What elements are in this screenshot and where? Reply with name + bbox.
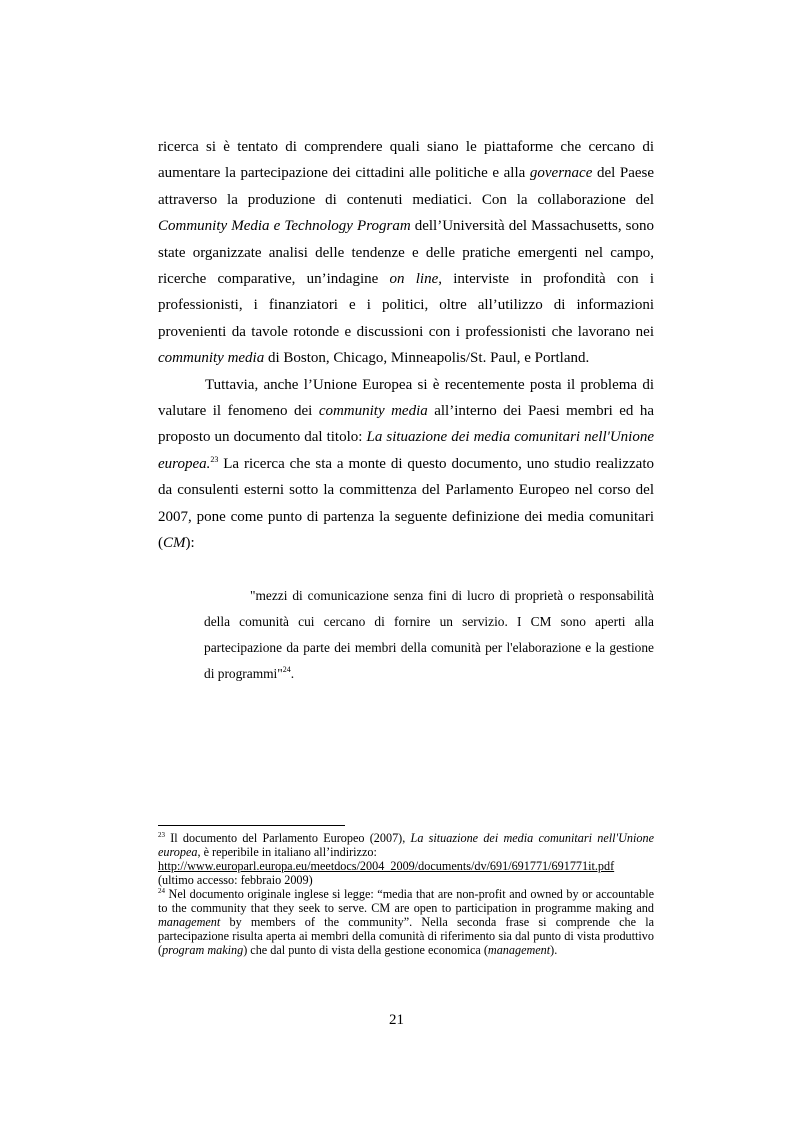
footnote-23-text-2: , è reperibile in italiano all’indirizzo: <box>197 845 377 859</box>
page-body <box>158 134 654 687</box>
footnote-24-text-2: by members of the community”. Nella seconda frase si comprende che la partecipazione risulta aperta ai membri della comunità di riferimento sia dal punto di vista produttivo ( <box>158 915 654 957</box>
p1-text-1: ricerca si è tentato di comprendere quali siano le piattaforme che cercano di aumentare la partecipazione dei cittadini alle politiche e alla <box>158 139 654 182</box>
quote-paragraph <box>204 583 654 688</box>
p2-text-1: Tuttavia, anche l’Unione Europea si è recentemente posta il problema di valutare il fenomeno dei <box>158 376 654 420</box>
p1-italic-governace: governace <box>529 165 593 182</box>
p1-italic-community-media: community media <box>158 350 265 367</box>
footnote-24-italic-management: management <box>158 915 221 929</box>
footnote-24-number: 24 <box>158 887 165 895</box>
footnote-ref-24[interactable]: 24 <box>282 665 291 675</box>
footnote-24-text-1: Nel documento originale inglese si legge: “media that are non-profit and owned by or accountable to the community that they seek to serve. CM are open to participation in programme making and <box>158 887 654 915</box>
main-text <box>158 134 654 557</box>
footnote-23-access: (ultimo accesso: febbraio 2009) <box>158 873 313 887</box>
footnote-separator <box>158 825 345 826</box>
block-quote <box>204 583 654 688</box>
p2-italic-cm: CM <box>163 535 186 552</box>
footnote-24 <box>158 887 654 957</box>
p2-text-3: La ricerca che sta a monte di questo documento, uno studio realizzato da consulenti esterni sotto la committenza del Parlamento Europeo nel corso del 2007, pone come punto di partenza la seguente definizione dei media comunitari ( <box>158 455 654 552</box>
footnote-23-italic-title: La situazione dei media comunitari nell'Unione europea <box>158 831 654 859</box>
footnote-24-italic-management-2: management <box>487 943 551 957</box>
footnote-24-italic-program-making: program making <box>162 943 244 957</box>
footnote-ref-23[interactable]: 23 <box>210 454 219 464</box>
footnote-24-text-3: ) che dal punto di vista della gestione economica ( <box>243 943 488 957</box>
p1-text-5: di Boston, Chicago, Minneapolis/St. Paul, e Portland. <box>264 350 590 367</box>
p2-text-4: ): <box>185 535 195 552</box>
p2-italic-title: La situazione dei media comunitari nell'Unione europea. <box>158 429 654 472</box>
p1-text-4: , interviste in profondità con i professionisti, i finanziatori e i politici, oltre all’utilizzo di informazioni provenienti da tavole rotonde e discussioni con i professionisti che lavorano nei <box>158 271 654 340</box>
quote-text: "mezzi di comunicazione senza fini di lucro di proprietà o responsabilità della comunità cui cercano di fornire un servizio. I CM sono aperti alla partecipazione da parte dei membri della comunità per l'elaborazione e la gestione di programmi" <box>204 587 654 682</box>
p1-italic-program: Community Media e Technology Program <box>158 218 411 235</box>
footnote-24-text-4: ). <box>550 943 558 957</box>
p2-italic-community-media: community media <box>318 403 428 420</box>
quote-end: . <box>290 666 295 682</box>
p1-text-3: dell’Università del Massachusetts, sono state organizzate analisi delle tendenze e delle pratiche emergenti nel campo, ricerche comparative, un’indagine <box>158 218 654 288</box>
footnote-23-number: 23 <box>158 831 165 839</box>
footnote-23-text-1: Il documento del Parlamento Europeo (2007), <box>165 831 411 845</box>
p2-text-2: all’interno dei Paesi membri ed ha proposto un documento dal titolo: <box>158 403 654 446</box>
p1-text-2: del Paese attraverso la produzione di contenuti mediatici. Con la collaborazione del <box>158 165 654 208</box>
p1-italic-online: on line <box>389 271 439 288</box>
footnote-23-link[interactable]: http://www.europarl.europa.eu/meetdocs/2004_2009/documents/dv/691/691771/691771it.pdf <box>158 859 615 873</box>
paragraph-1 <box>158 134 654 372</box>
footnotes <box>158 825 654 957</box>
footnote-23 <box>158 831 654 887</box>
paragraph-2 <box>158 372 654 557</box>
page-number: 21 <box>389 1012 404 1028</box>
